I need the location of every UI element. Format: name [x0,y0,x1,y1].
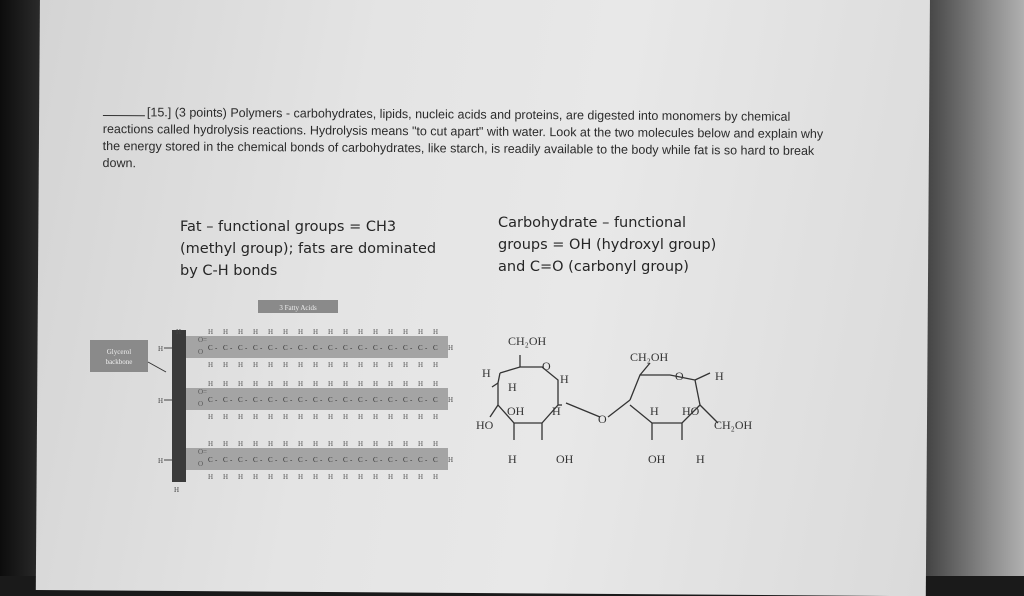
atom-label: H [403,361,409,369]
atom-label: C [403,396,408,404]
atom-label: C [373,396,378,404]
atom-label: C [418,456,423,464]
atom-label: C [238,456,243,464]
atom-label: H [358,440,364,448]
bond-dash: - [350,456,353,464]
atom-label: O [198,460,204,468]
atom-label: H [373,440,379,448]
atom-label: C [223,396,228,404]
atom-label: C [238,396,243,404]
atom-label: H [343,473,349,481]
ring2-ch2oh-label: CH₂OH [630,350,669,364]
bond-dash: - [410,344,413,352]
bond-dash: - [215,396,218,404]
atom-label: C [343,396,348,404]
bond-dash: - [245,456,248,464]
atom-label: H [373,413,379,421]
atom-label: H [298,413,304,421]
bond-dash: - [230,396,233,404]
carbohydrate-note: Carbohydrate – functional groups = OH (hydroxyl group) and C=O (carbonyl group) [498,215,717,275]
atom-label: H [433,473,439,481]
bond-dash: - [335,396,338,404]
bond-dash: - [230,344,233,352]
atom-label: H [433,380,439,388]
bond-dash: - [215,344,218,352]
atom-label: C [208,344,213,352]
atom-label: H [298,328,304,336]
atom-label: H [223,413,229,421]
atom-label: H [313,440,319,448]
atom-label: C [358,456,363,464]
carbohydrate-molecule-diagram [470,325,780,475]
atom-label: C [268,344,273,352]
ring1-oh-label: OH [556,452,574,466]
atom-label: H [208,440,214,448]
ring1-h-label: H [508,380,517,394]
bond-dash: - [260,456,263,464]
bond-dash: - [335,456,338,464]
atom-label: C [358,344,363,352]
ring2-h-label: H [715,369,724,383]
atom-label: H [253,413,259,421]
atom-label: H [343,361,349,369]
atom-label: H [313,361,319,369]
atom-label: H [388,440,394,448]
atom-label: H [268,440,274,448]
atom-label: H [328,413,334,421]
atom-label: H [238,380,244,388]
atom-label: H [418,380,424,388]
atom-label: C [433,396,438,404]
ring1-ho-label: HO [476,418,494,432]
atom-label: C [418,396,423,404]
atom-label: H [313,380,319,388]
bond-dash: - [410,396,413,404]
bond-dash: - [425,396,428,404]
atom-label: C [253,456,258,464]
atom-label: H [238,361,244,369]
answer-blank[interactable] [103,104,145,116]
bond-dash: - [395,456,398,464]
atom-label: C [268,456,273,464]
atom-label: H [268,473,274,481]
ring1-h-label: H [482,366,491,380]
atom-label: H [238,473,244,481]
atom-label: C [238,344,243,352]
atom-label: C [253,396,258,404]
bond-dash: - [245,396,248,404]
atom-label: C [328,456,333,464]
bond-dash: - [305,456,308,464]
atom-label: H [343,328,349,336]
atom-label: H [448,456,454,464]
atom-label: H [158,397,164,405]
bond-dash: - [215,456,218,464]
bond-dash: - [380,344,383,352]
atom-label: H [343,413,349,421]
atom-label: H [433,440,439,448]
question-text: Polymers - carbohydrates, lipids, nucleic acids and proteins, are digested into monomers by chemical reactions called hydrolysis reactions. Hydrolysis means "to cut apart" with water. Look at the two molecules below and explain why the energy stored in the chemical bonds of carbohydrates, like starch, is readily available to the body while fat is so hard to break down. [102,105,824,171]
atom-label: C [313,396,318,404]
bond-dash: - [380,396,383,404]
atom-label: H [373,380,379,388]
atom-label: C [343,344,348,352]
atom-label: H [253,380,259,388]
atom-label: H [433,413,439,421]
bond-dash: - [425,456,428,464]
atom-label: C [373,344,378,352]
glycerol-label: Glycerol [106,348,132,356]
atom-label: H [283,328,289,336]
bond-dash: - [320,456,323,464]
bond-dash: - [395,344,398,352]
atom-label: C [298,396,303,404]
glycerol-backbone-bar [172,330,186,482]
atom-label: C [328,396,333,404]
ring1-h-label: H [560,372,569,386]
glycerol-label-box [90,340,148,372]
atom-label: H [388,328,394,336]
atom-label: H [328,361,334,369]
bond-dash: - [320,344,323,352]
bond-dash: - [260,344,263,352]
atom-label: C [283,456,288,464]
atom-label: H [283,361,289,369]
atom-label: C [208,456,213,464]
bond-dash: - [275,396,278,404]
atom-label: O [198,400,204,408]
atom-label: H [418,440,424,448]
atom-label: H [403,473,409,481]
atom-label: H [403,328,409,336]
bond-dash: - [350,396,353,404]
glycerol-label: backbone [105,358,133,366]
atom-label: C [328,344,333,352]
atom-label: H [223,328,229,336]
atom-label: C [253,344,258,352]
atom-label: H [223,440,229,448]
sugar-atom-labels [476,334,753,466]
fat-structure [90,300,453,494]
ring1-h-label: H [508,452,517,466]
atom-label: H [238,440,244,448]
atom-label: C [298,456,303,464]
atom-label: C [388,456,393,464]
question-block [103,104,843,177]
atom-label: H [208,473,214,481]
atom-label: H [373,473,379,481]
atom-label: C [298,344,303,352]
atom-label: H [283,473,289,481]
atom-label: H [313,473,319,481]
atom-label: H [298,380,304,388]
atom-label: H [268,413,274,421]
atom-label: C [283,396,288,404]
atom-label: H [418,361,424,369]
atom-label: H [418,473,424,481]
atom-label: C [223,456,228,464]
question-number: [15.] [146,105,172,120]
atom-label: H [358,473,364,481]
atom-label: C [343,456,348,464]
bond-dash: - [290,344,293,352]
fatty-acids-banner-label: 3 Fatty Acids [279,304,317,312]
atom-label: H [433,361,439,369]
atom-label: C [283,344,288,352]
atom-label: H [253,361,259,369]
bond-dash: - [365,396,368,404]
atom-label: H [298,361,304,369]
ring1-o-label: O [542,359,551,373]
bond-dash: - [320,396,323,404]
atom-label: C [358,396,363,404]
atom-label: H [388,473,394,481]
atom-label: H [358,328,364,336]
bond-dash: - [305,396,308,404]
atom-label: H [388,413,394,421]
atom-label: H [328,440,334,448]
bond-dash: - [365,456,368,464]
atom-label: H [268,361,274,369]
atom-label: H [174,486,180,494]
question-points: (3 points) [174,105,227,120]
bond-dash: - [230,456,233,464]
glycerol-pointer [148,362,166,372]
atom-label: C [418,344,423,352]
atom-label: H [373,328,379,336]
atom-label: C [208,396,213,404]
sugar-ring-bonds [490,355,718,440]
atom-label: H [298,440,304,448]
bridge-o-label: O [598,412,607,426]
atom-label: C [268,396,273,404]
ring1-ch2oh-label: CH₂OH [508,334,547,348]
atom-label: H [418,413,424,421]
atom-label: H [208,361,214,369]
atom-label: H [208,380,214,388]
bond-dash: - [335,344,338,352]
atom-label: H [388,361,394,369]
atom-label: H [253,440,259,448]
atom-label: H [373,361,379,369]
atom-label: C [373,456,378,464]
bond-dash: - [245,344,248,352]
atom-label: C [403,456,408,464]
ring2-h-label: H [696,452,705,466]
bond-dash: - [290,456,293,464]
bond-dash: - [365,344,368,352]
atom-label: H [313,328,319,336]
atom-label: O= [198,448,208,456]
ring1-h-label: H [552,404,561,418]
bond-dash: - [275,456,278,464]
atom-label: O= [198,336,208,344]
atom-label: H [283,440,289,448]
bond-dash: - [260,396,263,404]
atom-label: C [403,344,408,352]
bond-dash: - [275,344,278,352]
atom-label: H [448,396,454,404]
atom-label: H [223,380,229,388]
atom-label: H [403,380,409,388]
atom-label: H [343,440,349,448]
bond-dash: - [290,396,293,404]
atom-label: H [268,380,274,388]
atom-label: O [198,348,204,356]
atom-label: C [433,344,438,352]
atom-label: H [403,413,409,421]
atom-label: H [388,380,394,388]
atom-label: H [253,328,259,336]
atom-label: H [358,380,364,388]
atom-label: H [433,328,439,336]
atom-label: H [313,413,319,421]
atom-label: H [158,345,164,353]
atom-label: H [298,473,304,481]
atom-label: H [403,440,409,448]
atom-label: C [388,396,393,404]
atom-label: H [158,457,164,465]
atom-label: H [176,328,182,336]
fat-note: Fat – functional groups = CH3 (methyl group); fats are dominated by C-H bonds [180,219,437,279]
atom-label: H [448,344,454,352]
bond-dash: - [395,396,398,404]
bond-dash: - [380,456,383,464]
atom-label: H [238,328,244,336]
bond-dash: - [305,344,308,352]
atom-label: C [313,344,318,352]
atom-label: H [223,473,229,481]
ring2-oh-label: OH [648,452,666,466]
atom-label: H [268,328,274,336]
atom-label: C [223,344,228,352]
bond-dash: - [410,456,413,464]
atom-label: H [223,361,229,369]
atom-label: H [208,413,214,421]
atom-label: H [328,473,334,481]
atom-label: O= [198,388,208,396]
atom-label: H [358,361,364,369]
ring2-ho-label: HO [682,404,700,418]
ring2-h-label: H [650,404,659,418]
atom-label: C [433,456,438,464]
ring2-ch2oh-bottom-label: CH₂OH [714,418,753,432]
fat-molecule-diagram [90,300,470,500]
atom-label: H [253,473,259,481]
atom-label: H [283,413,289,421]
bond-dash: - [425,344,428,352]
atom-label: H [343,380,349,388]
atom-label: H [418,328,424,336]
atom-label: H [328,328,334,336]
atom-label: H [238,413,244,421]
atom-label: H [358,413,364,421]
atom-label: H [208,328,214,336]
ring2-o-label: O [675,369,684,383]
atom-label: C [388,344,393,352]
bond-dash: - [350,344,353,352]
atom-label: C [313,456,318,464]
atom-label: H [328,380,334,388]
ring1-oh-label: OH [507,404,525,418]
paper-sheet [36,0,930,596]
atom-label: H [283,380,289,388]
